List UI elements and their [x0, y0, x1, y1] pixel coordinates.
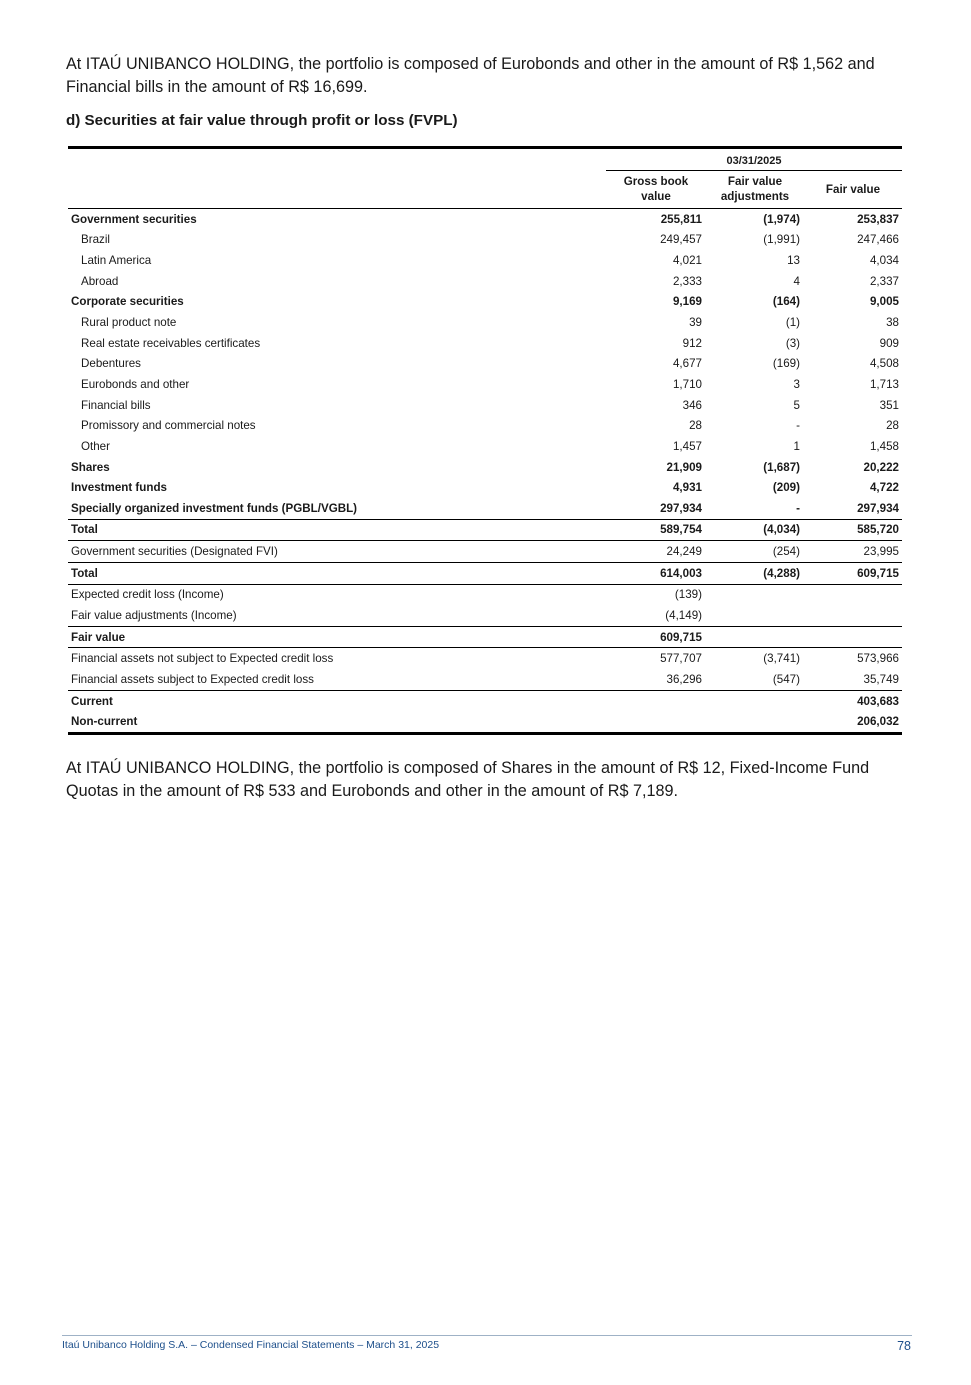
fair-value-adjustment-cell: 1: [793, 439, 800, 453]
fair-value-cell: 351: [879, 398, 899, 412]
fair-value-adjustment-cell: -: [796, 419, 800, 433]
gross-book-value-cell: 1,710: [672, 377, 702, 391]
gross-book-value-cell: 614,003: [660, 566, 702, 580]
fair-value-adjustment-cell: 5: [793, 398, 800, 412]
row-label: Latin America: [81, 254, 152, 268]
table-row: [68, 457, 902, 478]
row-label: Total: [71, 566, 98, 580]
table-row: [68, 562, 902, 584]
gross-book-value-cell: 4,931: [672, 481, 702, 495]
gross-book-value-cell: 346: [682, 398, 702, 412]
table-row: [68, 498, 902, 519]
fair-value-adjustments-header: Fair value adjustments: [720, 175, 790, 203]
fair-value-cell: 35,749: [863, 672, 899, 686]
row-label: Fair value adjustments (Income): [71, 608, 237, 622]
fair-value-cell: 247,466: [857, 233, 899, 247]
gross-book-value-cell: 912: [682, 336, 702, 350]
fair-value-adjustment-cell: (254): [772, 545, 800, 559]
table-header: [68, 149, 902, 209]
table-row: [68, 605, 902, 626]
table-row: [68, 690, 902, 712]
gross-book-value-cell: 28: [689, 419, 702, 433]
fair-value-cell: 23,995: [863, 545, 899, 559]
table-row: [68, 626, 902, 648]
fair-value-cell: 609,715: [857, 566, 899, 580]
row-label: Other: [81, 439, 110, 453]
fair-value-adjustment-cell: 4: [793, 274, 800, 288]
row-label: Financial assets not subject to Expected credit loss: [71, 652, 334, 666]
row-label: Debentures: [81, 357, 141, 371]
table-row: [68, 477, 902, 498]
fair-value-adjustment-cell: (4,288): [763, 566, 800, 580]
table-row: [68, 395, 902, 416]
fair-value-cell: 28: [886, 419, 899, 433]
gross-book-value-cell: 577,707: [660, 652, 702, 666]
fair-value-cell: 1,458: [869, 439, 899, 453]
row-label: Government securities: [71, 212, 197, 226]
page-number: 78: [897, 1339, 911, 1353]
table-row: [68, 312, 902, 333]
fair-value-cell: 909: [879, 336, 899, 350]
gross-book-value-cell: 39: [689, 316, 702, 330]
table-row: [68, 647, 902, 669]
fair-value-adjustment-cell: 13: [787, 254, 800, 268]
table-row: [68, 353, 902, 374]
fair-value-cell: 206,032: [857, 715, 899, 729]
table-row: [68, 519, 902, 541]
fair-value-adjustment-cell: (4,034): [763, 523, 800, 537]
gross-book-value-cell: 24,249: [666, 545, 702, 559]
fair-value-cell: 573,966: [857, 652, 899, 666]
fair-value-adjustment-cell: (3,741): [763, 652, 800, 666]
fair-value-adjustment-cell: -: [796, 501, 800, 515]
fair-value-adjustment-cell: 3: [793, 377, 800, 391]
row-label: Expected credit loss (Income): [71, 588, 224, 602]
table-row: [68, 669, 902, 690]
table-row: [68, 436, 902, 457]
row-label: Rural product note: [81, 316, 177, 330]
gross-book-value-cell: 2,333: [672, 274, 702, 288]
row-label: Fair value: [71, 630, 126, 644]
gross-book-value-header: Gross book value: [623, 175, 689, 203]
fair-value-cell: 38: [886, 316, 899, 330]
fair-value-cell: 403,683: [857, 694, 899, 708]
fair-value-cell: 253,837: [857, 212, 899, 226]
fair-value-cell: 585,720: [857, 523, 899, 537]
row-label: Shares: [71, 460, 110, 474]
fair-value-adjustment-cell: (1,687): [763, 460, 800, 474]
row-label: Promissory and commercial notes: [81, 419, 256, 433]
fair-value-cell: 297,934: [857, 501, 899, 515]
section-title: d) Securities at fair value through profit or loss (FVPL): [66, 112, 458, 129]
fair-value-adjustment-cell: (209): [772, 481, 800, 495]
closing-paragraph: At ITAÚ UNIBANCO HOLDING, the portfolio is composed of Shares in the amount of R$ 12, Fixed-Income Fund Quotas in the amount of R$ 533 and Eurobonds and other in the amount of R$ 7,189.: [66, 759, 870, 800]
table-row: [68, 292, 902, 313]
table-row: [68, 711, 902, 735]
row-label: Specially organized investment funds (PGBL/VGBL): [71, 501, 358, 515]
gross-book-value-cell: 21,909: [666, 460, 702, 474]
table-row: [68, 250, 902, 271]
footer-text: Itaú Unibanco Holding S.A. – Condensed Financial Statements – March 31, 2025: [62, 1339, 440, 1351]
gross-book-value-cell: (139): [674, 588, 702, 602]
fair-value-cell: 2,337: [869, 274, 899, 288]
table-row: [68, 230, 902, 251]
row-label: Brazil: [81, 233, 110, 247]
fair-value-adjustment-cell: (3): [785, 336, 800, 350]
fair-value-adjustment-cell: (1,991): [763, 233, 800, 247]
gross-book-value-cell: 9,169: [672, 295, 702, 309]
row-label: Abroad: [81, 274, 119, 288]
table-row: [68, 209, 902, 230]
gross-book-value-cell: 589,754: [660, 523, 702, 537]
table-row: [68, 540, 902, 562]
footer-rule: [62, 1335, 912, 1336]
fair-value-cell: 1,713: [869, 377, 899, 391]
fair-value-adjustment-cell: (1,974): [763, 212, 800, 226]
gross-book-value-cell: 36,296: [666, 672, 702, 686]
row-label: Financial assets subject to Expected credit loss: [71, 672, 314, 686]
row-label: Total: [71, 523, 98, 537]
row-label: Government securities (Designated FVI): [71, 545, 278, 559]
gross-book-value-cell: 255,811: [660, 212, 702, 226]
fair-value-cell: 4,034: [869, 254, 899, 268]
table-row: [68, 584, 902, 606]
table-row: [68, 271, 902, 292]
table-row: [68, 415, 902, 436]
fair-value-cell: 4,508: [869, 357, 899, 371]
table-body: [68, 209, 902, 735]
gross-book-value-cell: 4,677: [672, 357, 702, 371]
row-label: Investment funds: [71, 481, 167, 495]
gross-book-value-cell: 609,715: [660, 630, 702, 644]
row-label: Current: [71, 694, 113, 708]
gross-book-value-cell: 1,457: [672, 439, 702, 453]
gross-book-value-cell: 297,934: [660, 501, 702, 515]
fair-value-cell: 4,722: [869, 481, 899, 495]
fair-value-cell: 9,005: [869, 295, 899, 309]
fair-value-cell: 20,222: [863, 460, 899, 474]
date-header: 03/31/2025: [606, 152, 902, 171]
fair-value-adjustment-cell: (547): [772, 672, 800, 686]
fvpl-table: [68, 146, 902, 735]
fair-value-adjustment-cell: (1): [785, 316, 800, 330]
gross-book-value-cell: 249,457: [660, 233, 702, 247]
row-label: Financial bills: [81, 398, 151, 412]
row-label: Eurobonds and other: [81, 377, 190, 391]
gross-book-value-cell: (4,149): [665, 608, 702, 622]
table-row: [68, 333, 902, 354]
fair-value-adjustment-cell: (169): [772, 357, 800, 371]
fair-value-header: Fair value: [825, 183, 881, 196]
table-row: [68, 374, 902, 395]
gross-book-value-cell: 4,021: [672, 254, 702, 268]
intro-paragraph: At ITAÚ UNIBANCO HOLDING, the portfolio is composed of Eurobonds and other in the amount of R$ 1,562 and Financial bills in the amount of R$ 16,699.: [66, 55, 875, 96]
fair-value-adjustment-cell: (164): [772, 295, 800, 309]
row-label: Corporate securities: [71, 295, 184, 309]
row-label: Real estate receivables certificates: [81, 336, 261, 350]
row-label: Non-current: [71, 715, 138, 729]
